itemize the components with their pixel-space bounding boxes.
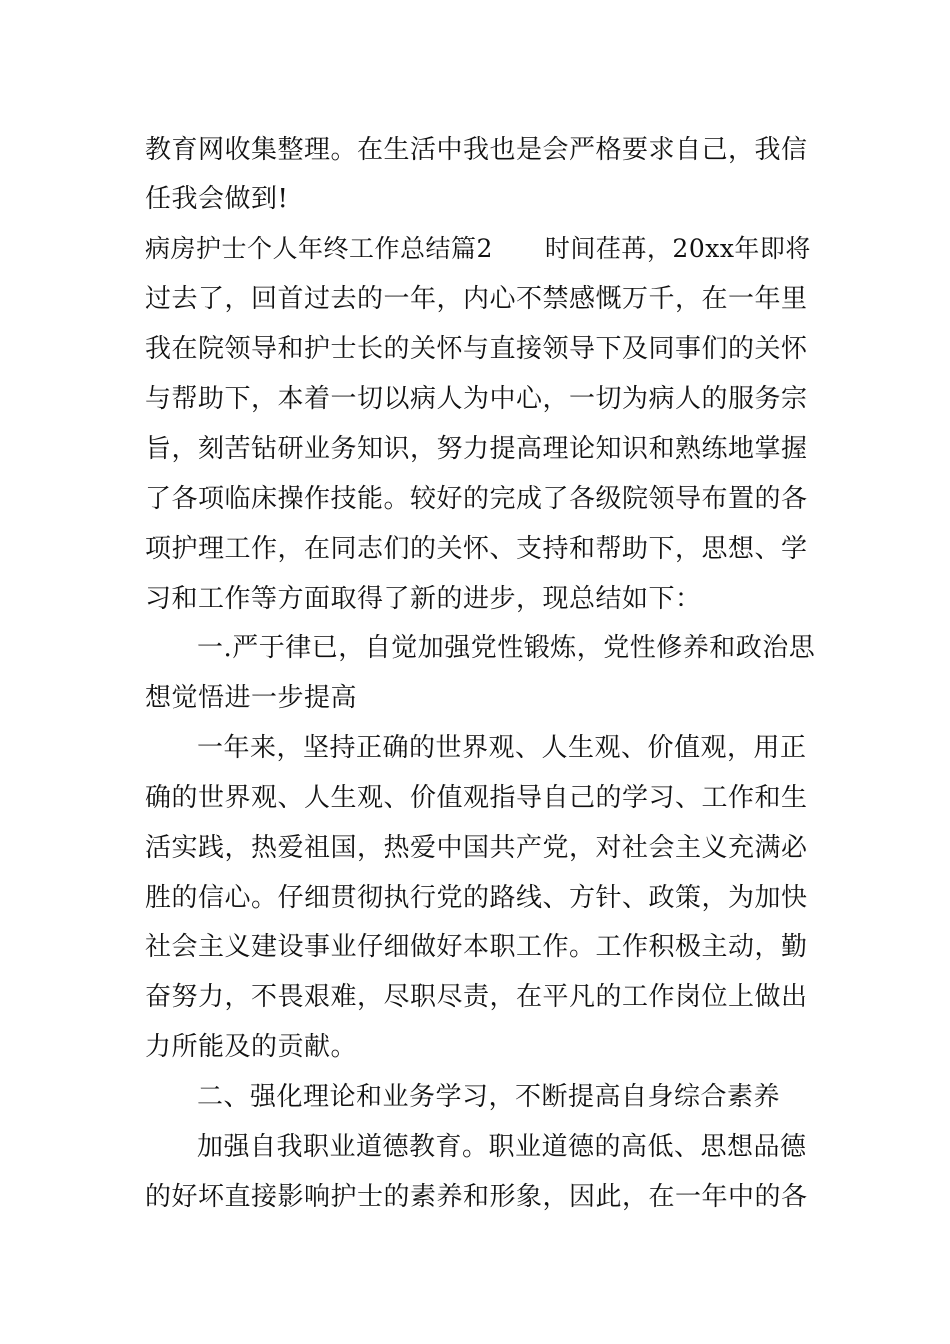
section-one-heading: 一.严于律已，自觉加强党性锻炼，党性修养和政治思 xyxy=(197,633,816,663)
text-line: 习和工作等方面取得了新的进步，现总结如下： xyxy=(145,584,702,614)
text-line: 确的世界观、人生观、价值观指导自己的学习、工作和生 xyxy=(145,783,808,813)
text-line: 过去了，回首过去的一年，内心不禁感慨万千，在一年里 xyxy=(145,284,808,314)
text-line: 了各项临床操作技能。较好的完成了各级院领导布置的各 xyxy=(145,484,808,514)
text-line: 旨，刻苦钻研业务知识，努力提高理论知识和熟练地掌握 xyxy=(145,434,808,464)
text-line: 胜的信心。仔细贯彻执行党的路线、方针、政策，为加快 xyxy=(145,883,808,913)
text-line: 项护理工作，在同志们的关怀、支持和帮助下，思想、学 xyxy=(145,534,808,564)
text-line: 任我会做到! xyxy=(145,184,289,214)
text-line: 社会主义建设事业仔细做好本职工作。工作积极主动，勤 xyxy=(145,932,808,962)
text-line: 活实践，热爱祖国，热爱中国共产党，对社会主义充满必 xyxy=(145,833,808,863)
section-heading xyxy=(145,233,810,265)
section-title: 病房护士个人年终工作总结篇2 xyxy=(145,234,493,263)
paragraph-start: 加强自我职业道德教育。职业道德的高低、思想品德 xyxy=(197,1132,807,1162)
text-line: 与帮助下，本着一切以病人为中心，一切为病人的服务宗 xyxy=(145,384,808,414)
paragraph-start: 一年来，坚持正确的世界观、人生观、价值观，用正 xyxy=(197,733,807,763)
text-line: 我在院领导和护士长的关怀与直接领导下及同事们的关怀 xyxy=(145,334,808,364)
text-line: 想觉悟进一步提高 xyxy=(145,683,358,713)
section-two-heading: 二、强化理论和业务学习，不断提高自身综合素养 xyxy=(197,1082,781,1112)
section-intro: 时间荏苒，20xx年即将 xyxy=(544,234,811,263)
text-line: 的好坏直接影响护士的素养和形象，因此，在一年中的各 xyxy=(145,1182,808,1212)
text-line: 奋努力，不畏艰难，尽职尽责，在平凡的工作岗位上做出 xyxy=(145,982,808,1012)
text-line: 力所能及的贡献。 xyxy=(145,1032,358,1062)
text-line: 教育网收集整理。在生活中我也是会严格要求自己，我信 xyxy=(145,135,808,165)
